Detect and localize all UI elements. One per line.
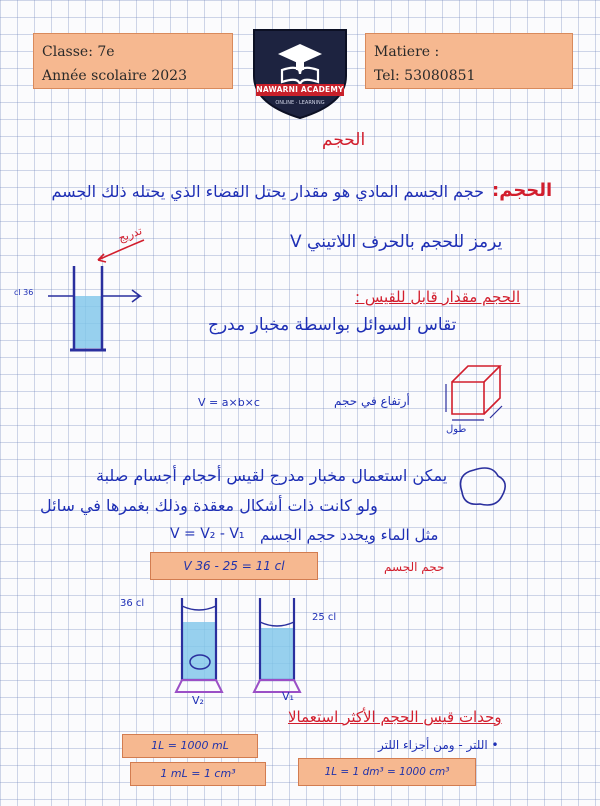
beaker-1-name: V₂ <box>192 694 204 707</box>
conversion-box-3 <box>298 758 476 786</box>
difference-formula: V = V₂ - V₁ <box>170 526 245 542</box>
definition-label: الحجم: <box>492 180 553 201</box>
irregular-solid-icon <box>452 462 512 512</box>
calculation-box <box>150 552 318 580</box>
subject-label: Matiere : <box>374 44 440 60</box>
conversion-1-text: 1L = 1000 mL <box>151 739 229 752</box>
beaker-2-level: 25 cl <box>312 612 337 623</box>
conversion-box-2 <box>130 762 266 786</box>
units-line: • اللتر - ومن أجزاء اللتر <box>378 738 499 752</box>
symbol-line: يرمز للحجم بالحرف اللاتيني V <box>290 232 503 252</box>
cube-length-label: طول <box>446 424 467 435</box>
definition-text: حجم الجسم المادي هو مقدار يحتل الفضاء الذي يحتله ذلك الجسم <box>51 182 484 201</box>
two-beakers-diagram <box>170 592 370 702</box>
cylinder-level-label: 36 cl <box>14 288 34 297</box>
units-title: وحدات قيس الحجم الأكثر استعمالا <box>288 708 502 726</box>
graduated-cylinder-diagram <box>40 230 180 370</box>
phone-label: Tel: 53080851 <box>374 68 476 84</box>
formula-words: أرتفاع في حجم <box>334 394 410 408</box>
subject-info-box <box>365 33 573 89</box>
class-info-box <box>33 33 233 89</box>
beaker-1-level: 36 cl <box>120 598 145 609</box>
solids-line-2: ولو كانت ذات أشكال معقدة وذلك بغمرها في سائل <box>40 496 378 515</box>
conversion-3-text: 1L = 1 dm³ = 1000 cm³ <box>324 766 450 778</box>
graduation-label: تدريج <box>116 224 144 245</box>
object-volume-label: حجم الجسم <box>384 560 445 574</box>
school-year-label: Année scolaire 2023 <box>42 68 187 84</box>
measurable-heading: الحجم مقدار قابل للقيس : <box>355 288 521 306</box>
logo-name: NAWARNI ACADEMY <box>256 85 344 94</box>
conversion-box-1 <box>122 734 258 758</box>
solids-line-1: يمكن استعمال مخبار مدرج لقيس أحجام أجسام صلبة <box>96 466 448 485</box>
liquids-line: تقاس السوائل بواسطة مخبار مدرج <box>208 315 457 335</box>
conversion-2-text: 1 mL = 1 cm³ <box>160 767 236 780</box>
beaker-2-name: V₁ <box>282 690 294 703</box>
volume-formula: V = a×b×c <box>198 396 260 409</box>
solids-line-3: مثل الماء ويحدد حجم الجسم <box>260 526 439 544</box>
academy-logo <box>248 24 352 120</box>
page-title: الحجم <box>322 130 366 150</box>
calculation-text: V 36 - 25 = 11 cl <box>183 559 285 573</box>
class-label: Classe: 7e <box>42 44 115 60</box>
logo-tagline: ONLINE · LEARNING <box>275 100 325 106</box>
